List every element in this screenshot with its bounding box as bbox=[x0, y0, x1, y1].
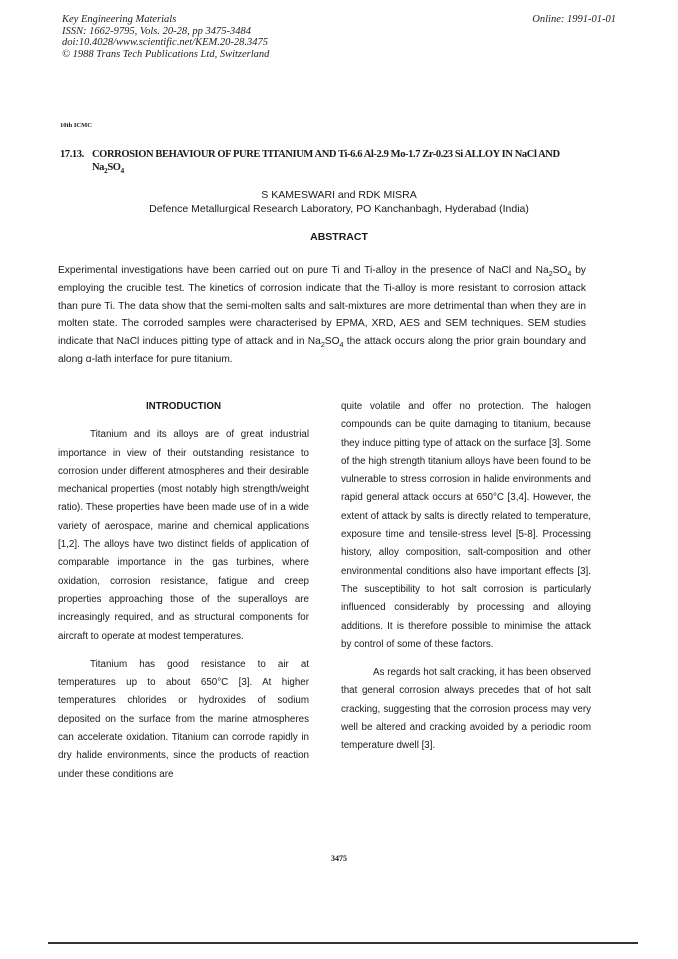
author-block bbox=[0, 188, 678, 216]
intro-paragraph-3: quite volatile and offer no protection. The halogen compounds can be quite damaging to titanium, because they induce pitting type of attack on the surface [3]. Some of the high strength titanium alloys have been found to be vulnerable to stress corrosion in halide environments and rapid general attack occurs at 650°C [3,4]. However, the extent of attack by salts is directly related to temperature, exposure time and tensile-stress level [5-8]. Processing history, alloy composition, salt-composition and other environmental conditions also have important effects [3]. The susceptibility to hot salt corrosion is particularly influenced considerably by processing and alloying additions. It is therefore possible to minimise the attack by control of some of these factors. bbox=[341, 401, 591, 650]
issn-line: ISSN: 1662-9795, Vols. 20-28, pp 3475-3484 bbox=[62, 25, 251, 37]
paper-title bbox=[60, 148, 620, 174]
journal-citation bbox=[62, 14, 269, 60]
title-line-2: $Na_2SO_4$ bbox=[92, 162, 124, 175]
journal-name: Key Engineering Materials bbox=[62, 14, 177, 25]
title-line-1: CORROSION BEHAVIOUR OF PURE TITANIUM AND Ti-6.6 Al-2.9 Mo-1.7 Zr-0.23 Si ALLOY IN NaCl AND bbox=[92, 149, 560, 160]
intro-paragraph-1: Titanium and its alloys are of great industrial importance in view of their outstanding resistance to corrosion under different atmospheres and their desirable mechanical properties (most notably high strength/weight ratio). These properties have been made use of in a wide variety of aerospace, marine and chemical applications [1,2]. The alloys have two distinct fields of application of comparable importance in the gas turbines, where oxidation, corrosion resistance, fatigue and creep properties approaching those of the superalloys are increasingly required, and as structural components for aircraft to operate at modest temperatures. bbox=[58, 429, 309, 642]
page-number: 3475 bbox=[331, 854, 347, 863]
section-number: 17.13. bbox=[60, 149, 84, 160]
left-column bbox=[58, 398, 309, 784]
footer-rule bbox=[48, 942, 638, 944]
abstract-text: Experimental investigations have been carried out on pure Ti and Ti-alloy in the presence of NaCl and $Na_2SO_4$ by employing the crucible test. The kinetics of corrosion indicate that the Ti-alloy is more resistant to corrosion attack than pure Ti. The data show that the semi-molten salts and salt-mixtures are more detrimental than when they are in molten state. The corroded samples were characterised by EPMA, XRD, AES and SEM techniques. SEM studies indicate that NaCl induces pitting type of attack and in $Na_2SO_4$ the attack occurs along the prior grain boundary and along α-lath interface for pure titanium. bbox=[58, 265, 587, 365]
intro-paragraph-2: Titanium has good resistance to air at temperatures up to about 650°C [3]. At higher temperatures chlorides or hydroxides of sodium deposited on the surface from the marine atmospheres can accelerate oxidation. Titanium can corrode rapidly in dry halide environments, since the products of reaction under these conditions are bbox=[58, 658, 309, 780]
right-column bbox=[341, 398, 591, 756]
intro-paragraph-4: As regards hot salt cracking, it has been observed that general corrosion always precedes that of hot salt cracking, suggesting that the corrosion process may very well be altered and cracking avoided by a periodic room temperature dwell [3]. bbox=[341, 667, 591, 752]
introduction-heading: INTRODUCTION bbox=[145, 401, 222, 412]
author-names: S KAMESWARI and RDK MISRA bbox=[261, 189, 417, 201]
online-date: Online: 1991-01-01 bbox=[532, 14, 616, 25]
abstract-heading: ABSTRACT bbox=[310, 231, 368, 243]
copyright-line: © 1988 Trans Tech Publications Ltd, Switzerland bbox=[62, 48, 270, 60]
conference-label: 10th ICMC bbox=[60, 122, 92, 129]
affiliation: Defence Metallurgical Research Laboratory, PO Kanchanbagh, Hyderabad (India) bbox=[149, 203, 529, 215]
doi-line[interactable]: doi:10.4028/www.scientific.net/KEM.20-28.3475 bbox=[62, 37, 268, 48]
